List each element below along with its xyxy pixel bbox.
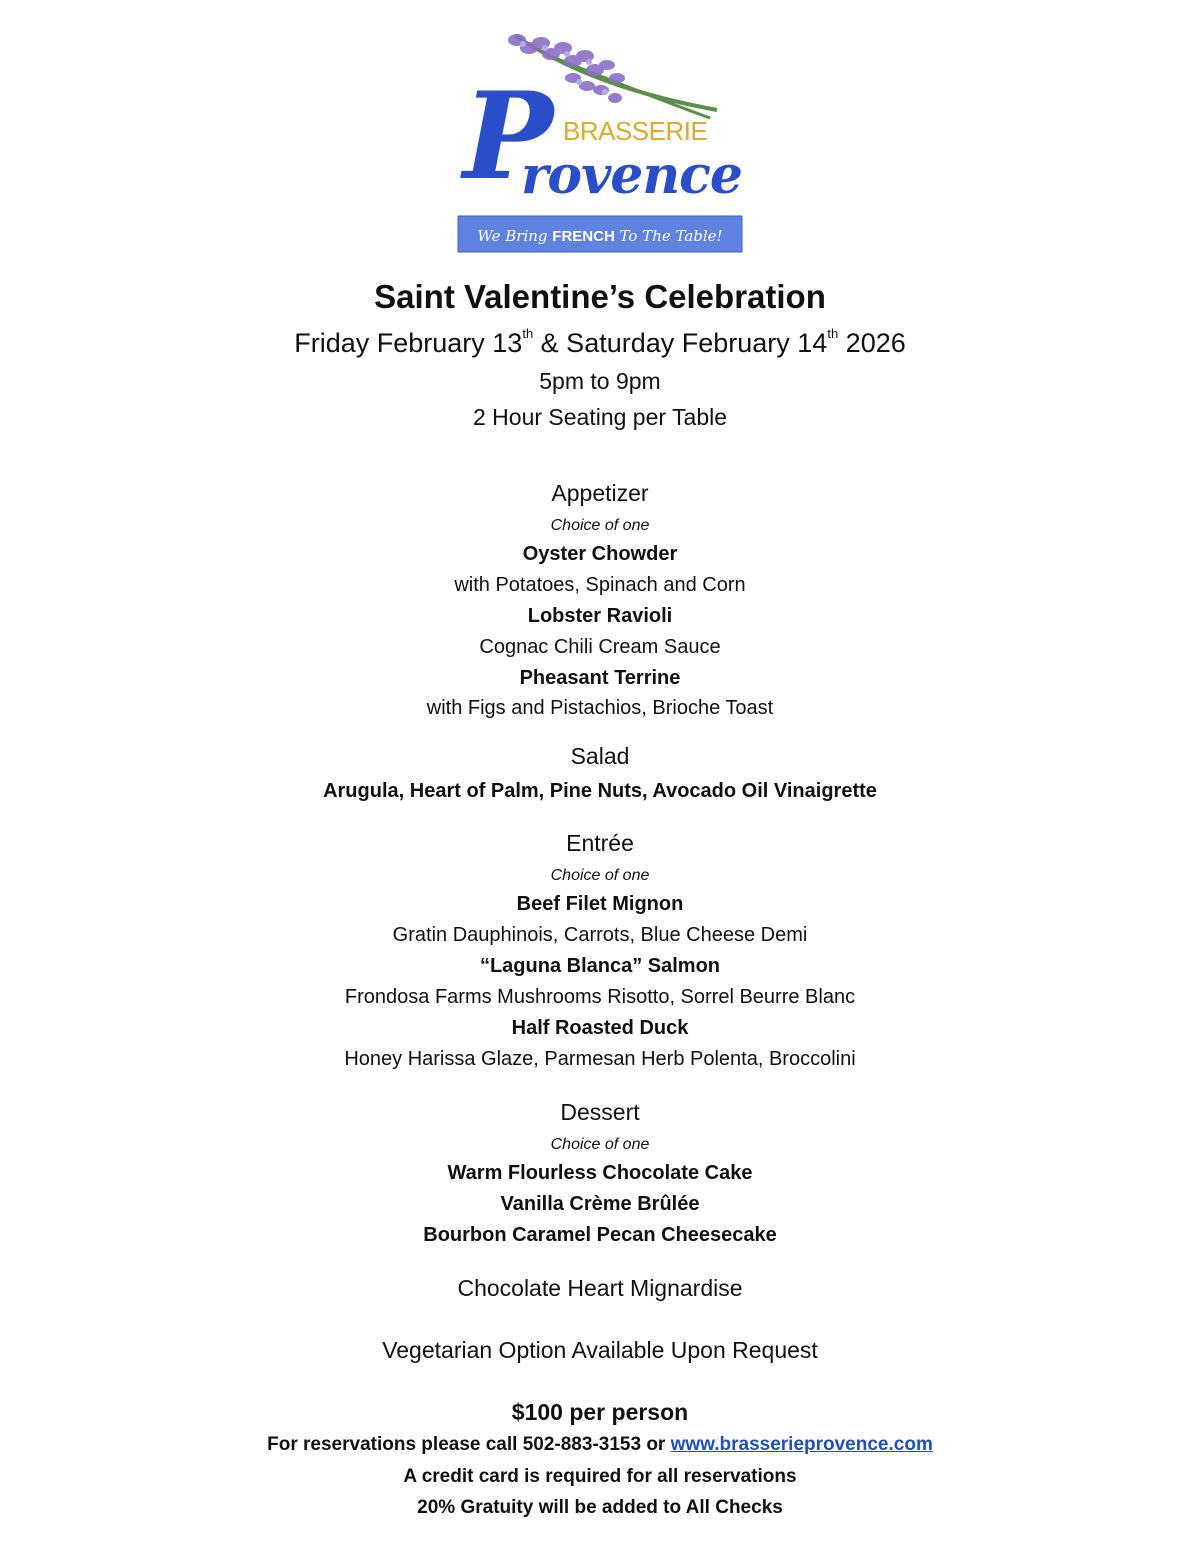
salad-item: Arugula, Heart of Palm, Pine Nuts, Avocado Oil Vinaigrette: [323, 780, 877, 802]
event-hours: 5pm to 9pm: [539, 368, 661, 394]
dessert-heading: Dessert: [560, 1099, 640, 1125]
svg-text:rovence: rovence: [521, 145, 742, 206]
seating-note: 2 Hour Seating per Table: [472, 404, 728, 430]
event-dates: Friday February 13th & Saturday February 14th 2026: [294, 326, 906, 358]
appetizer-item-desc: with Potatoes, Spinach and Corn: [454, 574, 746, 596]
entree-item-name: “Laguna Blanca” Salmon: [479, 955, 721, 977]
website-link[interactable]: www.brasserieprovence.com: [670, 1434, 933, 1455]
entree-item-name: Beef Filet Mignon: [516, 893, 684, 915]
page-title: Saint Valentine’s Celebration: [374, 278, 826, 315]
brasserie-provence-logo: [455, 28, 745, 256]
entree-item-desc: Frondosa Farms Mushrooms Risotto, Sorrel Beurre Blanc: [344, 986, 856, 1008]
tagline: We Bring FRENCH To The Table!: [477, 227, 723, 245]
appetizer-item-desc: Cognac Chili Cream Sauce: [479, 636, 721, 658]
entree-item-desc: Honey Harissa Glaze, Parmesan Herb Polenta, Broccolini: [344, 1048, 856, 1070]
credit-card-note: A credit card is required for all reservations: [403, 1466, 797, 1487]
appetizer-item-name: Oyster Chowder: [522, 543, 678, 565]
svg-text:P: P: [463, 66, 554, 207]
vegetarian-note: Vegetarian Option Available Upon Request: [382, 1337, 818, 1363]
entree-item-name: Half Roasted Duck: [511, 1017, 689, 1039]
appetizer-choice-note: Choice of one: [550, 517, 650, 534]
appetizer-item-name: Pheasant Terrine: [519, 667, 681, 689]
appetizer-item-desc: with Figs and Pistachios, Brioche Toast: [426, 697, 774, 719]
salad-heading: Salad: [570, 743, 630, 769]
dessert-item: Warm Flourless Chocolate Cake: [447, 1162, 753, 1184]
dessert-choice-note: Choice of one: [550, 1136, 650, 1153]
reservation-info: For reservations please call 502-883-3153 or www.brasserieprovence.com: [267, 1434, 933, 1455]
entree-item-desc: Gratin Dauphinois, Carrots, Blue Cheese Demi: [392, 924, 808, 946]
gratuity-note: 20% Gratuity will be added to All Checks: [417, 1497, 783, 1518]
entree-heading: Entrée: [566, 830, 634, 856]
mignardise: Chocolate Heart Mignardise: [457, 1275, 743, 1301]
entree-choice-note: Choice of one: [550, 867, 650, 884]
dessert-item: Bourbon Caramel Pecan Cheesecake: [423, 1224, 777, 1246]
svg-text:BRASSERIE: BRASSERIE: [563, 116, 708, 146]
price: $100 per person: [511, 1399, 689, 1425]
appetizer-heading: Appetizer: [551, 480, 649, 506]
dessert-item: Vanilla Crème Brûlée: [500, 1193, 700, 1215]
appetizer-item-name: Lobster Ravioli: [527, 605, 673, 627]
